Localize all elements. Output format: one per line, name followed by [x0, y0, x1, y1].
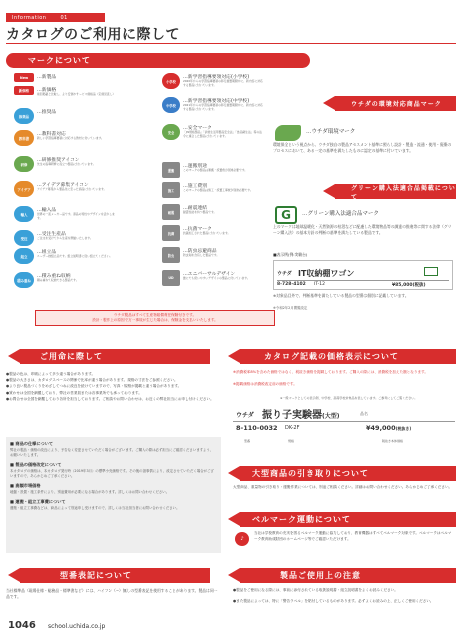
mark-badge-icon: 抗菌 [162, 225, 180, 241]
mark-desc: 誰にでも使いやすいデザインの製品に付いています。 [183, 276, 250, 280]
mid-mark-item [162, 247, 263, 263]
mark-label: …新価格 [37, 88, 57, 93]
price-note-2: ※掲載価格は消費税改定前の価格です。 [233, 382, 297, 386]
mark-badge-icon: 施工 [162, 182, 180, 198]
mark-text [37, 108, 56, 115]
left-mark-item [14, 108, 56, 124]
goannai-item: ●賃わせは全国を網羅しており、弊社の営業員または各事業所でも承っております。 [6, 390, 142, 395]
bellmark-header [240, 512, 456, 527]
large-section-title: 大型商品の引き取りについて [252, 469, 369, 478]
mark-label: …研修推奨アイコン [37, 158, 80, 163]
mark-desc: このマークの製品は運搬・設置費が別途必要です。 [183, 168, 248, 172]
mark-badge-icon: UD [162, 270, 180, 286]
mid-mark-item [162, 124, 263, 140]
green-sample-model: IT-12 [314, 282, 326, 287]
kataban-title: 型番表記について [60, 571, 132, 580]
left-mark-item [14, 181, 117, 197]
mark-text [37, 206, 117, 220]
mark-label: …抗菌マーク [183, 227, 212, 232]
mark-desc: 2020年からの学習指導要領の移行措置期間中に、新内容に対応する製品に付いています。 [183, 79, 263, 87]
mark-badge-icon: 耐震 [162, 204, 180, 220]
mark-badge-icon: 安全 [162, 124, 180, 140]
kataban-header [20, 568, 210, 583]
mark-desc: ユーザー様組立品です。組立説明書に従い組立てください。 [37, 254, 113, 258]
mark-text [183, 270, 263, 281]
mark-badge-icon: 防虫 [162, 247, 180, 263]
mark-text [37, 156, 117, 167]
usage-title: 製品ご使用上の注意 [280, 571, 361, 580]
mark-text [183, 124, 263, 138]
mark-label: …受注生産品 [37, 232, 66, 237]
mark-label: …教科書対応 [37, 132, 66, 137]
env-mark-icon [275, 125, 301, 141]
green-sample-price: ¥85,000(税抜) [392, 283, 426, 288]
marks-section-header [6, 53, 310, 68]
mid-mark-item [162, 270, 263, 286]
mark-desc: 抗菌加工された製品に付いています。 [183, 231, 231, 235]
kataban-body: 当社標準品（現場仕様・総務品・標準書など）には、ハイフン（−）無しの型番表記を使用することがあります。製品は同一品です。 [6, 588, 218, 599]
price-caption-code: 型番 [244, 439, 251, 443]
mark-text [37, 272, 117, 283]
left-mark-item [14, 73, 56, 82]
price-sample-price-value: ¥49,000 [366, 424, 396, 432]
mark-badge-icon: 教科書 [14, 130, 34, 146]
green-sample-rule [277, 280, 449, 281]
mark-desc: アイデア募集から製品化に至った商品に付いています。 [37, 187, 107, 191]
bellmark-body: 当社は学校教育の充実を図るベルマーク運動に協力しており、教育機器はすべてベルマーク対象です。ベルマークはベルマーク教育助成財団のホームページ等でご確認いただけます。 [254, 531, 452, 541]
green-note-2: ※令和2年2月閲覧改定 [273, 306, 308, 310]
mid-mark-item [162, 97, 263, 113]
info-box-title: ■ 高額市場価格 [10, 483, 41, 488]
marks-section-title: マークについて [28, 56, 91, 65]
header-tag-num: 01 [60, 14, 68, 21]
large-section-header [240, 466, 456, 481]
green-sample-note: ■表示例(例:実験台) [273, 252, 308, 257]
green-mark-desc: 上のマークは地球温暖化・天然資源の枯渇などに配慮した環境物品等の調達の推進等に関する法律（グリーン購入法）の基本方針の判断の基準を満たしている製品です。 [273, 224, 452, 235]
usage-item-2: ●また製品によっては、特に「警告ラベル」を貼付しているものがあります。必ずよくお読みの上、正しくご使用ください。 [233, 599, 434, 603]
liability-notice: ウチダ製品はすべて生産物賠償責任保険付きです。 設計・製作上の原因で万一事故が生じた場合は、保険金を支払いいたします。 [35, 310, 275, 326]
mark-label: …安全マーク [183, 126, 212, 131]
mark-badge-icon: 推奨品 [14, 108, 34, 124]
mark-desc: ご注文を受けてから生産を開始いたします。 [37, 236, 93, 240]
price-sample-brand: ウチダ [236, 412, 254, 419]
mark-desc: 「JIS規格製品」「消費生活用製品安全法」「食品衛生法」等の法令に適合した製品に付いています。 [183, 130, 262, 138]
goannai-item: ●より良い製品づくりをめざしてつねに改良を続けていますので、写真・規格が掲載と違う場合があります。 [6, 384, 182, 389]
mark-badge-icon: アイデア [14, 181, 34, 197]
price-caption-price: 税抜き本体価格 [382, 439, 404, 443]
info-box-title: ■ 製品の価格改定について [10, 462, 62, 467]
mark-desc: 新しい学習指導要領に対応する教材に付いています。 [37, 136, 104, 140]
large-section-body: 大型商品、重量物の引き取り・運搬作業については、別途ご相談ください。詳細はお問い合わせください。あらかじめご了承ください。 [233, 485, 453, 489]
env-mark-label: …ウチダ環境マーク [306, 129, 356, 135]
mark-label: …運搬別途 [183, 164, 207, 169]
price-sample-label: 品名 [360, 411, 368, 416]
mark-badge-icon: 小学校 [162, 73, 180, 89]
env-mark-desc: 環境保全という視点から、ウチダ独自の製品アセスメント基準に照らし設計・製造・流通・使用・廃棄のプロセスにおいて、ある一定の基準を満たしたものに認定の基準に付いています。 [273, 142, 452, 153]
green-sample-product: IT収納棚ワゴン [298, 269, 355, 278]
mark-text [37, 86, 117, 97]
mark-badge-icon: 中学校 [162, 97, 180, 113]
left-mark-item [14, 230, 117, 246]
left-mark-item [14, 156, 117, 172]
mark-badge-icon: 組立 [14, 248, 34, 264]
bellmark-title: ベルマーク運動について [252, 515, 351, 524]
mark-label: …新学習指導要領対応(中学校) [183, 99, 250, 104]
mark-label: …耐震連結 [183, 206, 207, 211]
mark-badge-icon: 研修 [14, 156, 34, 172]
left-mark-item [14, 86, 117, 97]
price-sample-product [262, 406, 340, 421]
env-section-header [335, 96, 456, 111]
mark-text [183, 204, 263, 215]
price-sample-hint: ※一般マークとしての表示例、中学校、高等学校対象品を表しています。ご参考にしてご覧ください。 [280, 396, 418, 400]
price-sample-code: 8-110-0032 [236, 424, 278, 432]
left-mark-item [14, 130, 117, 146]
green-sample-brand: ウチダ [277, 271, 292, 277]
page-number: 1046 [8, 620, 36, 631]
green-sample-code: 8-728-4102 [277, 282, 306, 287]
mark-badge-icon: 積み重ね [14, 272, 34, 288]
price-section-title: カタログ記載の価格表示について [264, 352, 399, 361]
mark-text [183, 225, 263, 236]
page-title: カタログのご利用に際して [6, 27, 180, 43]
mark-text [37, 181, 117, 192]
green-mark-icon: G [275, 206, 297, 224]
green-mark-label: …グリーン購入法適合品マーク [302, 211, 379, 217]
info-box-body: 地盤・設置・施工条件により、別途費用が必要になる場合があります。詳しくはお問い合わせください。 [10, 490, 170, 494]
mark-text [183, 97, 263, 111]
mark-desc: 耐震性能を持つ製品です。 [183, 210, 217, 214]
mark-label: …防虫忌避商品 [183, 249, 217, 254]
mark-text [183, 162, 263, 173]
env-section-title: ウチダの環境対応商品マーク [351, 101, 442, 108]
usage-item-1: ●製品をご使用になる際には、事前に添付されている取扱説明書・組立説明書をよくお読みください。 [233, 588, 398, 592]
price-sample-price [366, 424, 411, 432]
mark-label: …施工費別 [183, 184, 207, 189]
info-box-body: 運搬・組立工事費などは、商品によって別途申し受けますので、詳しくは当社担当者にお問い合わせください。 [10, 506, 180, 510]
price-sample-product-name: 振り子実験器 [262, 410, 322, 421]
mid-mark-item [162, 162, 263, 178]
mid-mark-item [162, 225, 263, 241]
green-note-1: ※対象品目外で、判断基準を満たしている製品の型番は個別に記載しています。 [273, 293, 409, 298]
mark-label: …推奨品 [37, 110, 57, 115]
goannai-title: ご用命に際して [40, 352, 103, 361]
info-box-title: ■ 商品の仕様について [10, 441, 54, 446]
mark-label: …組立品 [37, 250, 57, 255]
goannai-info-box [6, 437, 221, 553]
mark-label: …アイデア募集アイコン [37, 183, 89, 188]
price-section-header [240, 349, 456, 364]
mark-text [37, 73, 56, 80]
mid-mark-item [162, 204, 263, 220]
usage-header [240, 568, 456, 583]
price-sample-price-tax: (税抜き) [395, 426, 412, 431]
mark-badge-icon: 新価格 [14, 86, 34, 95]
green-section-header [335, 184, 456, 199]
mark-badge-icon: 運搬 [162, 162, 180, 178]
price-sample-model: DK-2F [285, 425, 300, 431]
price-caption-model: 規格 [288, 439, 295, 443]
header-tag [6, 13, 105, 22]
mark-desc: 積み重ねて収納できる製品です。 [37, 278, 79, 282]
mark-label: …輸入品 [37, 208, 57, 213]
info-box-body: 弊社の製品・価格の改良により、予告なく変更させていただく場合がございます。ご購入の際は必ず担当にご確認くださいますよう、お願いいたします。 [10, 448, 214, 457]
mark-desc: 2021年からの学習指導要領の移行措置期間中に、新内容に対応する製品に付いています。 [183, 103, 263, 111]
mark-text [183, 182, 263, 193]
left-mark-item [14, 206, 117, 222]
green-sample-icon [424, 267, 438, 276]
mark-badge-icon: 輸入 [14, 206, 34, 222]
green-sample-box [273, 260, 453, 290]
mark-desc: 前回掲載と比較し、より安価やサービス価格品（定価見直し） [37, 92, 116, 96]
header-rule [6, 43, 456, 44]
mark-text [183, 247, 263, 258]
price-note-1: ※消費税率8%を含めた価格ではなく、税抜き価格を掲載しております。ご購入の際には、消費税を加えた額となります。 [233, 370, 428, 374]
mark-label: …新学習指導要領対応(小学校) [183, 75, 250, 80]
mark-desc: 世界の一流メーカー品です。商品の特性やデザインを活かします。 [37, 212, 115, 220]
mid-mark-item [162, 182, 263, 198]
mark-badge-icon: New [14, 73, 34, 82]
mark-label: …ユニバーサルデザイン [183, 272, 236, 277]
mark-text [183, 73, 263, 87]
price-sample-rule [233, 421, 455, 422]
mark-text [37, 230, 117, 241]
mark-desc: 先生の指導研修に役立つ製品に付いています。 [37, 162, 96, 166]
mark-text [37, 130, 117, 141]
mark-desc: このマークの製品は施工・設置工事費が別途必要です。 [183, 188, 253, 192]
mid-mark-item [162, 73, 263, 89]
goannai-list [6, 372, 221, 403]
price-sample-product-suffix: (大型) [322, 413, 340, 420]
goannai-item: ●製品の大きさは、カタログスペースの関係で比率が違う場合があります。規格の寸法をご参照ください。 [6, 378, 178, 383]
footer-url: school.uchida.co.jp [48, 623, 106, 630]
left-mark-item [14, 272, 117, 288]
mark-desc: 防虫剤を含有した製品です。 [183, 253, 220, 257]
mark-label: …積み重ね収納 [37, 274, 71, 279]
mark-badge-icon: 受注 [14, 230, 34, 246]
info-box-body: 本カタログの価格は、本カタログ発行時（2019年3月）の標準小売価格です。その後の諸事情により、改定させていただく場合がございますので、あらかじめご了承ください。 [10, 469, 214, 478]
left-mark-item [14, 248, 117, 264]
goannai-item: ●お問合せは全国を網羅しており各所を担当しております。ご相談やお問い合わせは、お近くの弊社担当にお申し付けください。 [6, 396, 214, 401]
green-section-title: グリーン購入法適合品掲載について [351, 184, 456, 201]
goannai-item: ●製品の色は、印刷によって多少違う場合があります。 [6, 372, 96, 376]
info-box-title: ■ 運搬・組立工事費について [10, 499, 66, 504]
mark-label: …新製品 [37, 75, 57, 80]
mark-text [37, 248, 117, 259]
header-tag-label: Information [12, 14, 47, 21]
goannai-header [20, 349, 210, 364]
bellmark-icon: ♪ [235, 532, 249, 546]
